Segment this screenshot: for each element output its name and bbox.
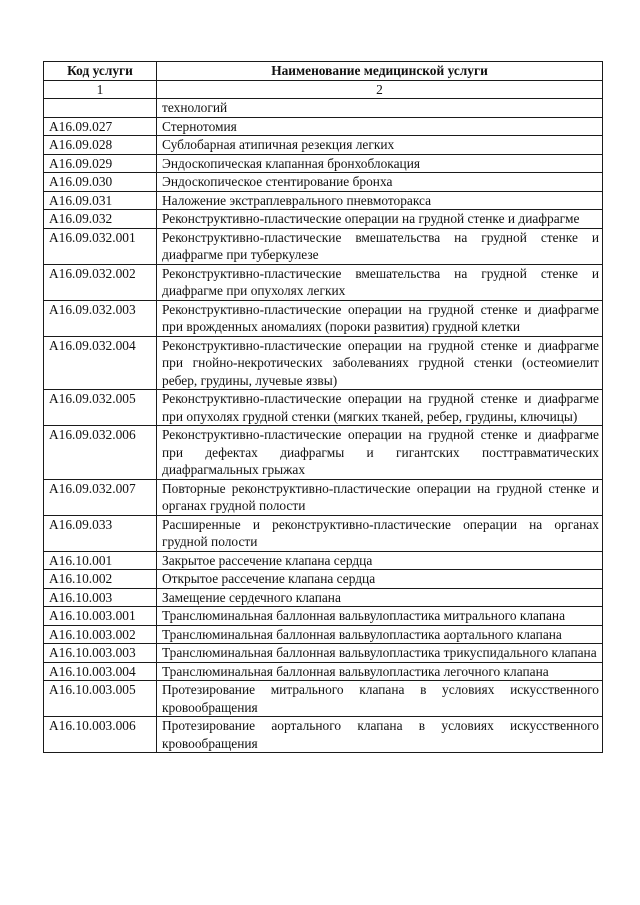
- table-row: [44, 681, 603, 717]
- service-code: A16.09.032.005: [44, 390, 157, 426]
- service-name: Эндоскопическое стентирование бронха: [157, 173, 603, 192]
- table-row: [44, 210, 603, 229]
- service-code: [44, 99, 157, 118]
- service-name: Реконструктивно-пластические вмешательства на грудной стенке и диафрагме при туберкулезе: [157, 228, 603, 264]
- header-row: [44, 62, 603, 81]
- header-code: Код услуги: [44, 62, 157, 81]
- table-row: [44, 607, 603, 626]
- service-name: Закрытое рассечение клапана сердца: [157, 551, 603, 570]
- table-body: [44, 80, 603, 753]
- table-row: [44, 515, 603, 551]
- service-name: технологий: [157, 99, 603, 118]
- service-code: A16.10.003.002: [44, 625, 157, 644]
- table-row: [44, 479, 603, 515]
- service-code: A16.10.003.005: [44, 681, 157, 717]
- service-name: Реконструктивно-пластические операции на грудной стенке и диафрагме при гнойно-некротических заболеваниях грудной стенки (остеомиелит ребер, грудины, лучевые язвы): [157, 336, 603, 390]
- service-code: A16.09.032.003: [44, 300, 157, 336]
- column-number-1: 1: [44, 80, 157, 99]
- service-name: Наложение экстраплеврального пневмоторакса: [157, 191, 603, 210]
- service-name: Эндоскопическая клапанная бронхоблокация: [157, 154, 603, 173]
- table-row: [44, 99, 603, 118]
- column-number-2: 2: [157, 80, 603, 99]
- table-row: [44, 717, 603, 753]
- table-row: [44, 228, 603, 264]
- service-code: A16.09.032.004: [44, 336, 157, 390]
- service-code: A16.10.003.004: [44, 662, 157, 681]
- service-name: Реконструктивно-пластические вмешательства на грудной стенке и диафрагме при опухолях легких: [157, 264, 603, 300]
- table-row: [44, 426, 603, 480]
- table-row: [44, 570, 603, 589]
- service-code: A16.09.031: [44, 191, 157, 210]
- table-row: [44, 551, 603, 570]
- service-code: A16.09.032.002: [44, 264, 157, 300]
- service-name: Протезирование аортального клапана в условиях искусственного кровообращения: [157, 717, 603, 753]
- service-code: A16.10.003.003: [44, 644, 157, 663]
- table-row: [44, 136, 603, 155]
- service-code: A16.10.003.006: [44, 717, 157, 753]
- service-code: A16.09.032.006: [44, 426, 157, 480]
- table-row: [44, 173, 603, 192]
- service-code: A16.09.029: [44, 154, 157, 173]
- table-row: [44, 644, 603, 663]
- services-table: [43, 61, 603, 753]
- table-row: [44, 300, 603, 336]
- column-number-row: [44, 80, 603, 99]
- service-code: A16.09.028: [44, 136, 157, 155]
- table-row: [44, 588, 603, 607]
- table-row: [44, 625, 603, 644]
- service-name: Сублобарная атипичная резекция легких: [157, 136, 603, 155]
- service-code: A16.09.032: [44, 210, 157, 229]
- service-name: Протезирование митрального клапана в условиях искусственного кровообращения: [157, 681, 603, 717]
- service-code: A16.09.027: [44, 117, 157, 136]
- service-name: Реконструктивно-пластические операции на грудной стенке и диафрагме при дефектах диафрагмы и гигантских посттравматических диафрагмальных грыжах: [157, 426, 603, 480]
- service-name: Стернотомия: [157, 117, 603, 136]
- service-name: Транслюминальная баллонная вальвулопластика аортального клапана: [157, 625, 603, 644]
- service-code: A16.09.030: [44, 173, 157, 192]
- service-code: A16.09.032.007: [44, 479, 157, 515]
- service-name: Транслюминальная баллонная вальвулопластика трикуспидального клапана: [157, 644, 603, 663]
- service-code: A16.09.033: [44, 515, 157, 551]
- service-name: Реконструктивно-пластические операции на грудной стенке и диафрагме при опухолях грудной стенки (мягких тканей, ребер, грудины, ключицы): [157, 390, 603, 426]
- table-row: [44, 154, 603, 173]
- service-code: A16.10.002: [44, 570, 157, 589]
- service-name: Замещение сердечного клапана: [157, 588, 603, 607]
- service-code: A16.09.032.001: [44, 228, 157, 264]
- service-name: Транслюминальная баллонная вальвулопластика легочного клапана: [157, 662, 603, 681]
- header-name: Наименование медицинской услуги: [157, 62, 603, 81]
- table-row: [44, 117, 603, 136]
- service-code: A16.10.001: [44, 551, 157, 570]
- service-name: Реконструктивно-пластические операции на грудной стенке и диафрагме: [157, 210, 603, 229]
- service-code: A16.10.003.001: [44, 607, 157, 626]
- table-row: [44, 390, 603, 426]
- service-name: Расширенные и реконструктивно-пластические операции на органах грудной полости: [157, 515, 603, 551]
- service-name: Транслюминальная баллонная вальвулопластика митрального клапана: [157, 607, 603, 626]
- service-name: Реконструктивно-пластические операции на грудной стенке и диафрагме при врожденных аномалиях (пороки развития) грудной клетки: [157, 300, 603, 336]
- table-row: [44, 191, 603, 210]
- table-row: [44, 662, 603, 681]
- table-header: [44, 62, 603, 81]
- service-name: Повторные реконструктивно-пластические операции на грудной стенке и органах грудной полости: [157, 479, 603, 515]
- table-row: [44, 264, 603, 300]
- service-code: A16.10.003: [44, 588, 157, 607]
- table-row: [44, 336, 603, 390]
- service-name: Открытое рассечение клапана сердца: [157, 570, 603, 589]
